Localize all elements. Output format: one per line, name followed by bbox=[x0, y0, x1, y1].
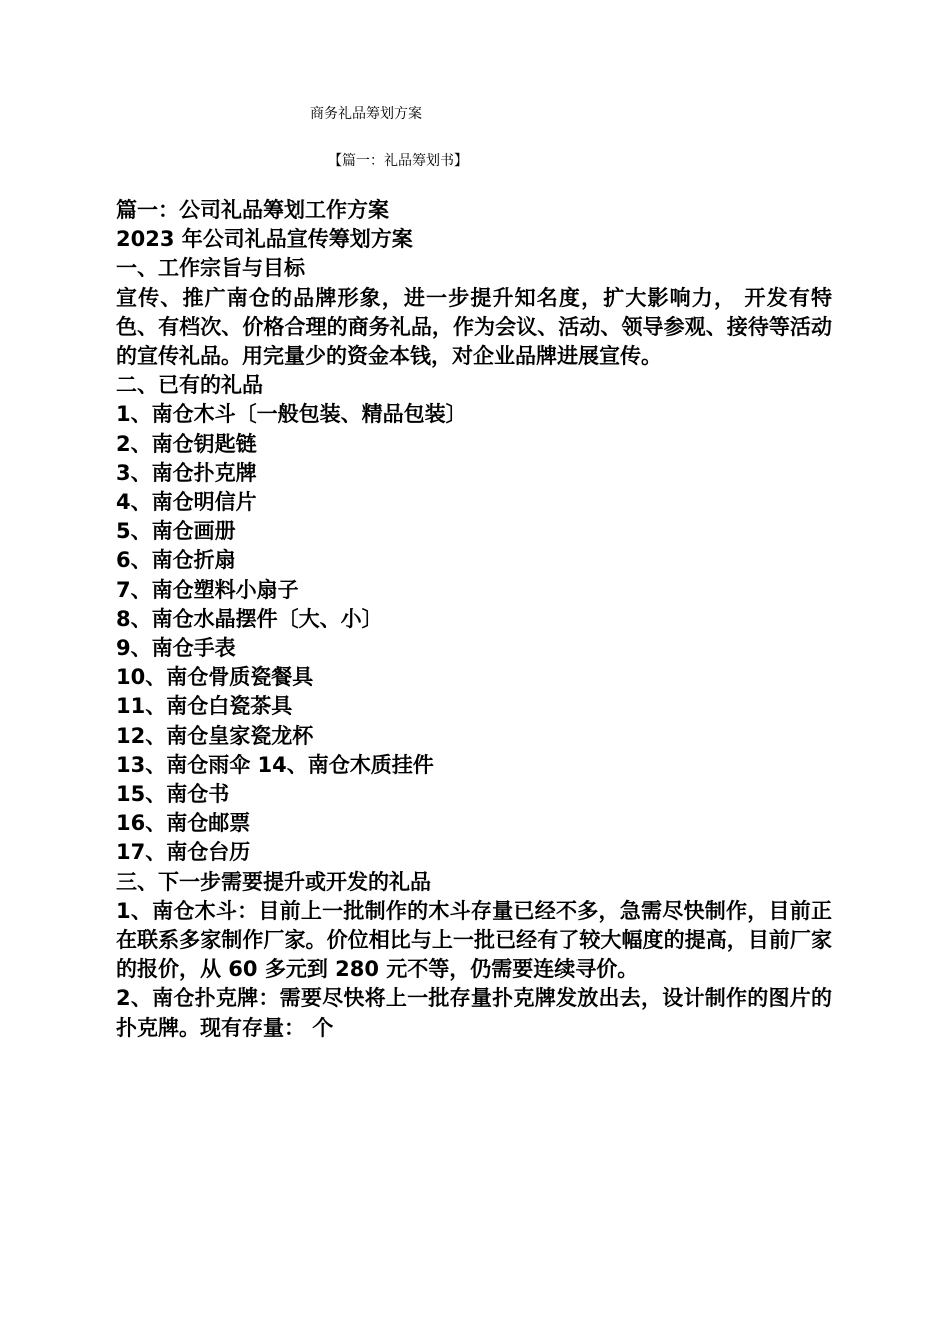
list-item: 10、南仓骨质瓷餐具 bbox=[116, 665, 314, 690]
list-item: 3、南仓扑克牌 bbox=[116, 460, 257, 485]
paragraph-2: 1、南仓木斗：目前上一批制作的木斗存量已经不多，急需尽快制作，目前正在联系多家制作厂家。价位相比与上一批已经有了较大幅度的提高，目前厂家的报价，从 60 多元到 280 元不等，仍需要连续寻价。 bbox=[116, 898, 832, 982]
list-item: 12、南仓皇家瓷龙杯 bbox=[116, 723, 314, 748]
list-item: 8、南仓水晶摆件〔大、小〕 bbox=[116, 606, 383, 631]
list-item: 7、南仓塑料小扇子 bbox=[116, 577, 299, 602]
document-title: 商务礼品筹划方案 bbox=[310, 106, 422, 122]
section-heading-2: 二、已有的礼品 bbox=[116, 373, 263, 398]
section-heading-3: 三、下一步需要提升或开发的礼品 bbox=[116, 869, 431, 894]
list-item: 4、南仓明信片 bbox=[116, 490, 257, 515]
heading-2: 2023 年公司礼品宣传筹划方案 bbox=[116, 227, 413, 252]
list-item: 1、南仓木斗〔一般包装、精品包装〕 bbox=[116, 402, 467, 427]
list-item: 16、南仓邮票 bbox=[116, 811, 251, 836]
list-item: 15、南仓书 bbox=[116, 782, 230, 807]
paragraph-3: 2、南仓扑克牌：需要尽快将上一批存量扑克牌发放出去，设计制作的图片的扑克牌。现有存量： 个 bbox=[116, 986, 832, 1040]
list-item: 13、南仓雨伞 14、南仓木质挂件 bbox=[116, 752, 434, 777]
list-item: 11、南仓白瓷茶具 bbox=[116, 694, 293, 719]
list-item: 17、南仓台历 bbox=[116, 840, 251, 865]
list-item: 6、南仓折扇 bbox=[116, 548, 236, 573]
list-item: 9、南仓手表 bbox=[116, 636, 236, 661]
heading-1: 篇一：公司礼品筹划工作方案 bbox=[116, 198, 389, 222]
list-item: 5、南仓画册 bbox=[116, 519, 236, 544]
document-body bbox=[116, 196, 832, 1043]
paragraph-1: 宣传、推广南仓的品牌形象，进一步提升知名度，扩大影响力， 开发有特色、有档次、价格合理的商务礼品，作为会议、活动、领导参观、接待等活动的宣传礼品。用完量少的资金本钱，对企业品牌进展宣传。 bbox=[116, 285, 832, 369]
section-heading-1: 一、工作宗旨与目标 bbox=[116, 256, 305, 281]
document-subtitle: 【篇一：礼品筹划书】 bbox=[328, 153, 468, 169]
list-item: 2、南仓钥匙链 bbox=[116, 431, 257, 456]
